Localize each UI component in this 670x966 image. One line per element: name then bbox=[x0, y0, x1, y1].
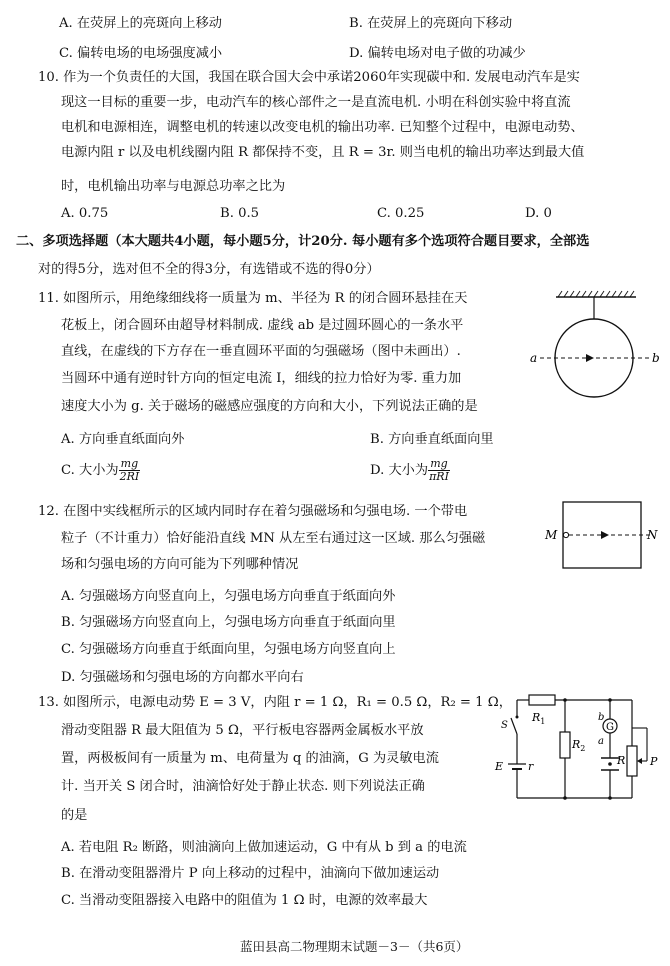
particle-start-dot bbox=[563, 532, 568, 537]
page-footer: 蓝田县高二物理期末试题－3－（共6页） bbox=[240, 939, 469, 954]
q10-line-2: 现这一目标的重要一步，电动汽车的核心部件之一是直流电机. 小明在科创实验中将直流 bbox=[61, 95, 571, 110]
q11-option-b: B. 方向垂直纸面向里 bbox=[370, 432, 494, 447]
r1-label bbox=[531, 711, 545, 726]
slider-p-label: P bbox=[650, 755, 658, 768]
q13-line-5: 的是 bbox=[61, 808, 88, 823]
junction-g-top bbox=[608, 698, 612, 702]
q9-option-a: A. 在荧屏上的亮斑向上移动 bbox=[59, 16, 222, 31]
point-a-label: a bbox=[530, 351, 538, 365]
point-n-label: N bbox=[647, 528, 658, 542]
junction-top bbox=[563, 698, 567, 702]
q11-option-d-denominator: πRI bbox=[429, 470, 449, 483]
q9-option-d: D. 偏转电场对电子做的功减少 bbox=[349, 46, 526, 61]
emf-label: E bbox=[495, 760, 504, 773]
section-heading-scoring: 对的得5分，选对但不全的得3分，有选错或不选的得0分） bbox=[38, 262, 380, 277]
resistor-r2 bbox=[560, 732, 570, 758]
q11-option-d-prefix: D. 大小为 bbox=[370, 463, 429, 478]
q10-option-b: B. 0.5 bbox=[220, 206, 260, 221]
q10-line-4: 电源内阻 r 以及电机线圈内阻 R 都保持不变，且 R = 3r. 则当电机的输出功率达到最大值 bbox=[61, 145, 585, 160]
switch-s bbox=[511, 718, 517, 734]
dashed-line-arrow bbox=[586, 354, 594, 362]
q10-option-d: D. 0 bbox=[525, 206, 552, 221]
q10-line-3: 电机和电源相连，调整电机的转速以改变电机的输出功率. 已知整个过程中，电源电动势、 bbox=[61, 120, 584, 135]
q11-line-4: 当圆环中通有逆时针方向的恒定电流 I，细线的拉力恰好为零. 重力加 bbox=[61, 371, 462, 386]
q13-option-b: B. 在滑动变阻器滑片 P 向上移动的过程中，油滴向下做加速运动 bbox=[61, 866, 440, 881]
r2-label bbox=[571, 738, 585, 753]
q11-option-d bbox=[370, 458, 450, 483]
r1-label-main: R bbox=[532, 711, 541, 724]
q12-option-a: A. 匀强磁场方向竖直向上，匀强电场方向垂直于纸面向外 bbox=[61, 589, 396, 604]
q9-option-b: B. 在荧屏上的亮斑向下移动 bbox=[349, 16, 513, 31]
q12-option-d: D. 匀强磁场和匀强电场的方向都水平向右 bbox=[61, 670, 304, 685]
q12-option-b: B. 匀强磁场方向竖直向上，匀强电场方向垂直于纸面向里 bbox=[61, 615, 396, 630]
q12-line-2: 粒子（不计重力）恰好能沿直线 MN 从左至右通过这一区域. 那么匀强磁 bbox=[61, 531, 486, 546]
internal-resistance-label: r bbox=[528, 760, 534, 773]
line-mn-arrow bbox=[601, 531, 609, 539]
q12-line-3: 场和匀强电场的方向可能为下列哪种情况 bbox=[61, 557, 299, 572]
q13-circuit-figure bbox=[492, 688, 664, 810]
q13-option-c: C. 当滑动变阻器接入电路中的阻值为 1 Ω 时，电源的效率最大 bbox=[61, 893, 428, 908]
rheostat-label: R bbox=[617, 754, 626, 767]
q12-field-region-figure bbox=[543, 498, 663, 574]
q13-line-4: 计. 当开关 S 闭合时，油滴恰好处于静止状态. 则下列说法正确 bbox=[61, 779, 425, 794]
junction-g-bottom bbox=[608, 796, 612, 800]
q9-option-c: C. 偏转电场的电场强度减小 bbox=[59, 46, 223, 61]
q11-option-c bbox=[61, 458, 140, 483]
q10-option-a: A. 0.75 bbox=[61, 206, 109, 221]
junction-bottom bbox=[563, 796, 567, 800]
q11-option-d-fraction bbox=[428, 458, 450, 483]
q12-option-c: C. 匀强磁场方向垂直于纸面向里，匀强电场方向竖直向上 bbox=[61, 642, 396, 657]
q12-line-1: 12. 在图中实线框所示的区域内同时存在着匀强磁场和匀强电场. 一个带电 bbox=[38, 504, 468, 519]
q10-line-1: 10. 作为一个负责任的大国，我国在联合国大会中承诺2060年实现碳中和. 发展电动汽车是实 bbox=[38, 70, 580, 85]
q11-line-5: 速度大小为 g. 关于磁场的磁感应强度的方向和大小，下列说法正确的是 bbox=[61, 399, 478, 414]
point-b-label: b bbox=[652, 351, 660, 365]
q11-ring-figure bbox=[528, 287, 660, 403]
r1-label-sub: 1 bbox=[540, 717, 546, 726]
q10-line-5: 时，电机输出功率与电源总功率之比为 bbox=[61, 179, 286, 194]
q13-line-2: 滑动变阻器 R 最大阻值为 5 Ω，平行板电容器两金属板水平放 bbox=[61, 723, 424, 738]
switch-contact bbox=[516, 716, 519, 719]
point-b-label: b bbox=[598, 712, 605, 723]
point-a-label: a bbox=[598, 736, 604, 747]
r2-label-sub: 2 bbox=[580, 744, 586, 753]
q11-option-c-fraction bbox=[119, 458, 141, 483]
rheostat-r bbox=[627, 746, 637, 776]
ceiling-hatch bbox=[558, 291, 634, 297]
q13-option-a: A. 若电阻 R₂ 断路，则油滴向上做加速运动，G 中有从 b 到 a 的电流 bbox=[61, 840, 467, 855]
resistor-r1 bbox=[529, 695, 555, 705]
switch-label: S bbox=[501, 720, 508, 731]
point-m-label: M bbox=[545, 528, 558, 542]
slider-p-arrow bbox=[637, 758, 642, 764]
q11-option-c-prefix: C. 大小为 bbox=[61, 463, 119, 478]
r2-label-main: R bbox=[572, 738, 581, 751]
q13-line-1: 13. 如图所示，电源电动势 E = 3 V，内阻 r = 1 Ω，R₁ = 0.5 Ω，R₂ = 1 Ω， bbox=[38, 695, 512, 710]
q11-line-2: 花板上，闭合圆环由超导材料制成. 虚线 ab 是过圆环圆心的一条水平 bbox=[61, 318, 464, 333]
q13-line-3: 置，两极板间有一质量为 m、电荷量为 q 的油滴，G 为灵敏电流 bbox=[61, 751, 439, 766]
section-heading-multi-choice: 二、多项选择题（本大题共4小题，每小题5分，计20分. 每小题有多个选项符合题目要求，全部选 bbox=[16, 234, 590, 249]
q11-option-c-denominator: 2RI bbox=[119, 470, 140, 483]
q11-option-a: A. 方向垂直纸面向外 bbox=[61, 432, 185, 447]
q11-option-c-numerator: mg bbox=[119, 458, 141, 471]
galvanometer-label: G bbox=[606, 722, 614, 733]
q11-line-3: 直线，在虚线的下方存在一垂直圆环平面的匀强磁场（图中未画出）. bbox=[61, 344, 461, 359]
q11-option-d-numerator: mg bbox=[428, 458, 450, 471]
oil-drop bbox=[608, 762, 612, 766]
q10-option-c: C. 0.25 bbox=[377, 206, 425, 221]
q11-line-1: 11. 如图所示，用绝缘细线将一质量为 m、半径为 R 的闭合圆环悬挂在天 bbox=[38, 291, 468, 306]
